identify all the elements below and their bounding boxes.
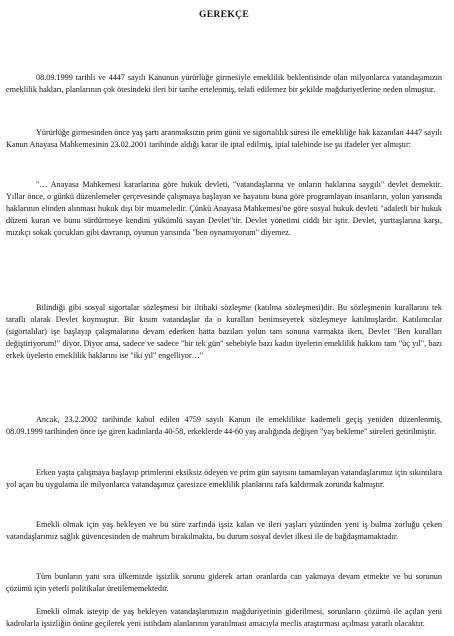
paragraph-7: Emekli olmak için yaş bekleyen ve bu süre zarfında işsiz kalan ve ileri yaşları yüzünden yeni iş bulma zorluğu çeken vatandaşlarımız sağlık güvencesinden de mahrum bırakılmakta, bu durum sosyal devlet ilkesi ile de bağdaşmamaktadır. bbox=[6, 520, 442, 541]
paragraph-3-quote: "… Anayasa Mahkemesi kararlarına göre hukuk devleti, "vatandaşlarına ve onların haklarına saygılı" devlet demektir. Yıllar önce, o günkü düzenlemeler çerçevesinde çalışmaya başlayan ve hayatını buna göre programlayan insanların, yolun yarısında haklarının elinden alınması hukuk dışı bir muameledir. Çünkü Anayasa Mahkemesi'ne göre sosyal hukuk devleti "adaletli bir hukuk düzeni kuran ve bunu sürdürmeye kendini yükümlü sayan Devlet"tir. Devlet yönetimi ciddi bir iştir. Devlet, yurttaşlarına karşı, mızıkçı sokak çocukları gibi davranıp, oyunun yarısında "ben oynamıyorum" diyemez. bbox=[6, 180, 442, 237]
document-title: GEREKÇE bbox=[198, 9, 250, 20]
paragraph-8: Tüm bunların yanı sıra ülkemizde işsizlik sorunu giderek artan oranlarda can yakmaya devam etmekte ve bu sorunun çözümü için yeterli politikalar üretilememektedir. bbox=[6, 572, 442, 593]
paragraph-6: Erken yaşta çalışmaya başlayıp primlerini eksiksiz ödeyen ve prim gün sayısını tamamlayan vatandaşlarımız için sıkıntılara yol açan bu uygulama ile milyonlarca vatandaşımız çaresizce emeklilik planlarını rafa kaldırmak zorunda kalmıştır. bbox=[6, 468, 442, 489]
paragraph-5: Ancak, 23.2.2002 tarihinde kabul edilen 4759 sayılı Kanun ile emeklilikte kademeli geçiş yeniden düzenlenmiş, 08.09.1999 tarihinden önce işe giren kadınlarda 40-58, erkeklerde 44-60 yaş aralığında değişen "yaş bekleme" süreleri getirilmiştir. bbox=[6, 415, 442, 436]
paragraph-9: Emekli olmak isteyip de yaş bekleyen vatandaşlarımızın mağduriyetinin giderilmesi, sorunların çözümü ile açılan yeni kadrolarla işsizliğin önüne geçilerek yeni istihdam alanlarının yaratılması amacıyla meclis araştırması açılması yararlı olacaktır. bbox=[6, 607, 442, 628]
paragraph-2: Yürürlüğe girmesinden önce yaş şartı aranmaksızın prim günü ve sigortalılık süresi ile emekliliğe hak kazanılan 4447 sayılı Kanun Anayasa Mahkemesinin 23.02.2001 tarihinde aldığı karar ile iptal edilmiş, iptal talebinde ise şu ifadeler yer almıştır: bbox=[6, 128, 442, 149]
paragraph-4-quote: Bilindiği gibi sosyal sigortalar sözleşmesi bir iltihaki sözleşme (katılma sözleşmesi)dir. Bu sözleşmenin kurallarını tek taraflı olarak Devlet koymuştur. Bir kısım vatandaşlar da o kuralları benimseyerek sözleşmeye katılmışlardır. Katılımcılar (sigortalılar) işe başlayıp çalışmalarına devam ederken hatta bazıları yolun tam sonuna varmakta iken, Devlet "Ben kuralları değiştiriyorum!" diyor. Diyor ama, sadece ve sadece "bir tek gün" sebebiyle bazı kadın üyelerin emeklilik hakkını tam "üç yıl", bazı erkek üyelerin emeklilik haklarını ise "iki yıl" engelliyor…" bbox=[6, 303, 442, 360]
paragraph-1: 08.09.1999 tarihli ve 4447 sayılı Kanunun yürürlüğe girmesiyle emeklilik beklentisinde olan milyonlarca vatandaşımızın emeklilik hakları, planlarının çok ötesindeki ileri bir tarihe ertelenmiş, telafi edilemez bir şekilde mağduriyetlerine neden olmuştur. bbox=[6, 73, 442, 94]
